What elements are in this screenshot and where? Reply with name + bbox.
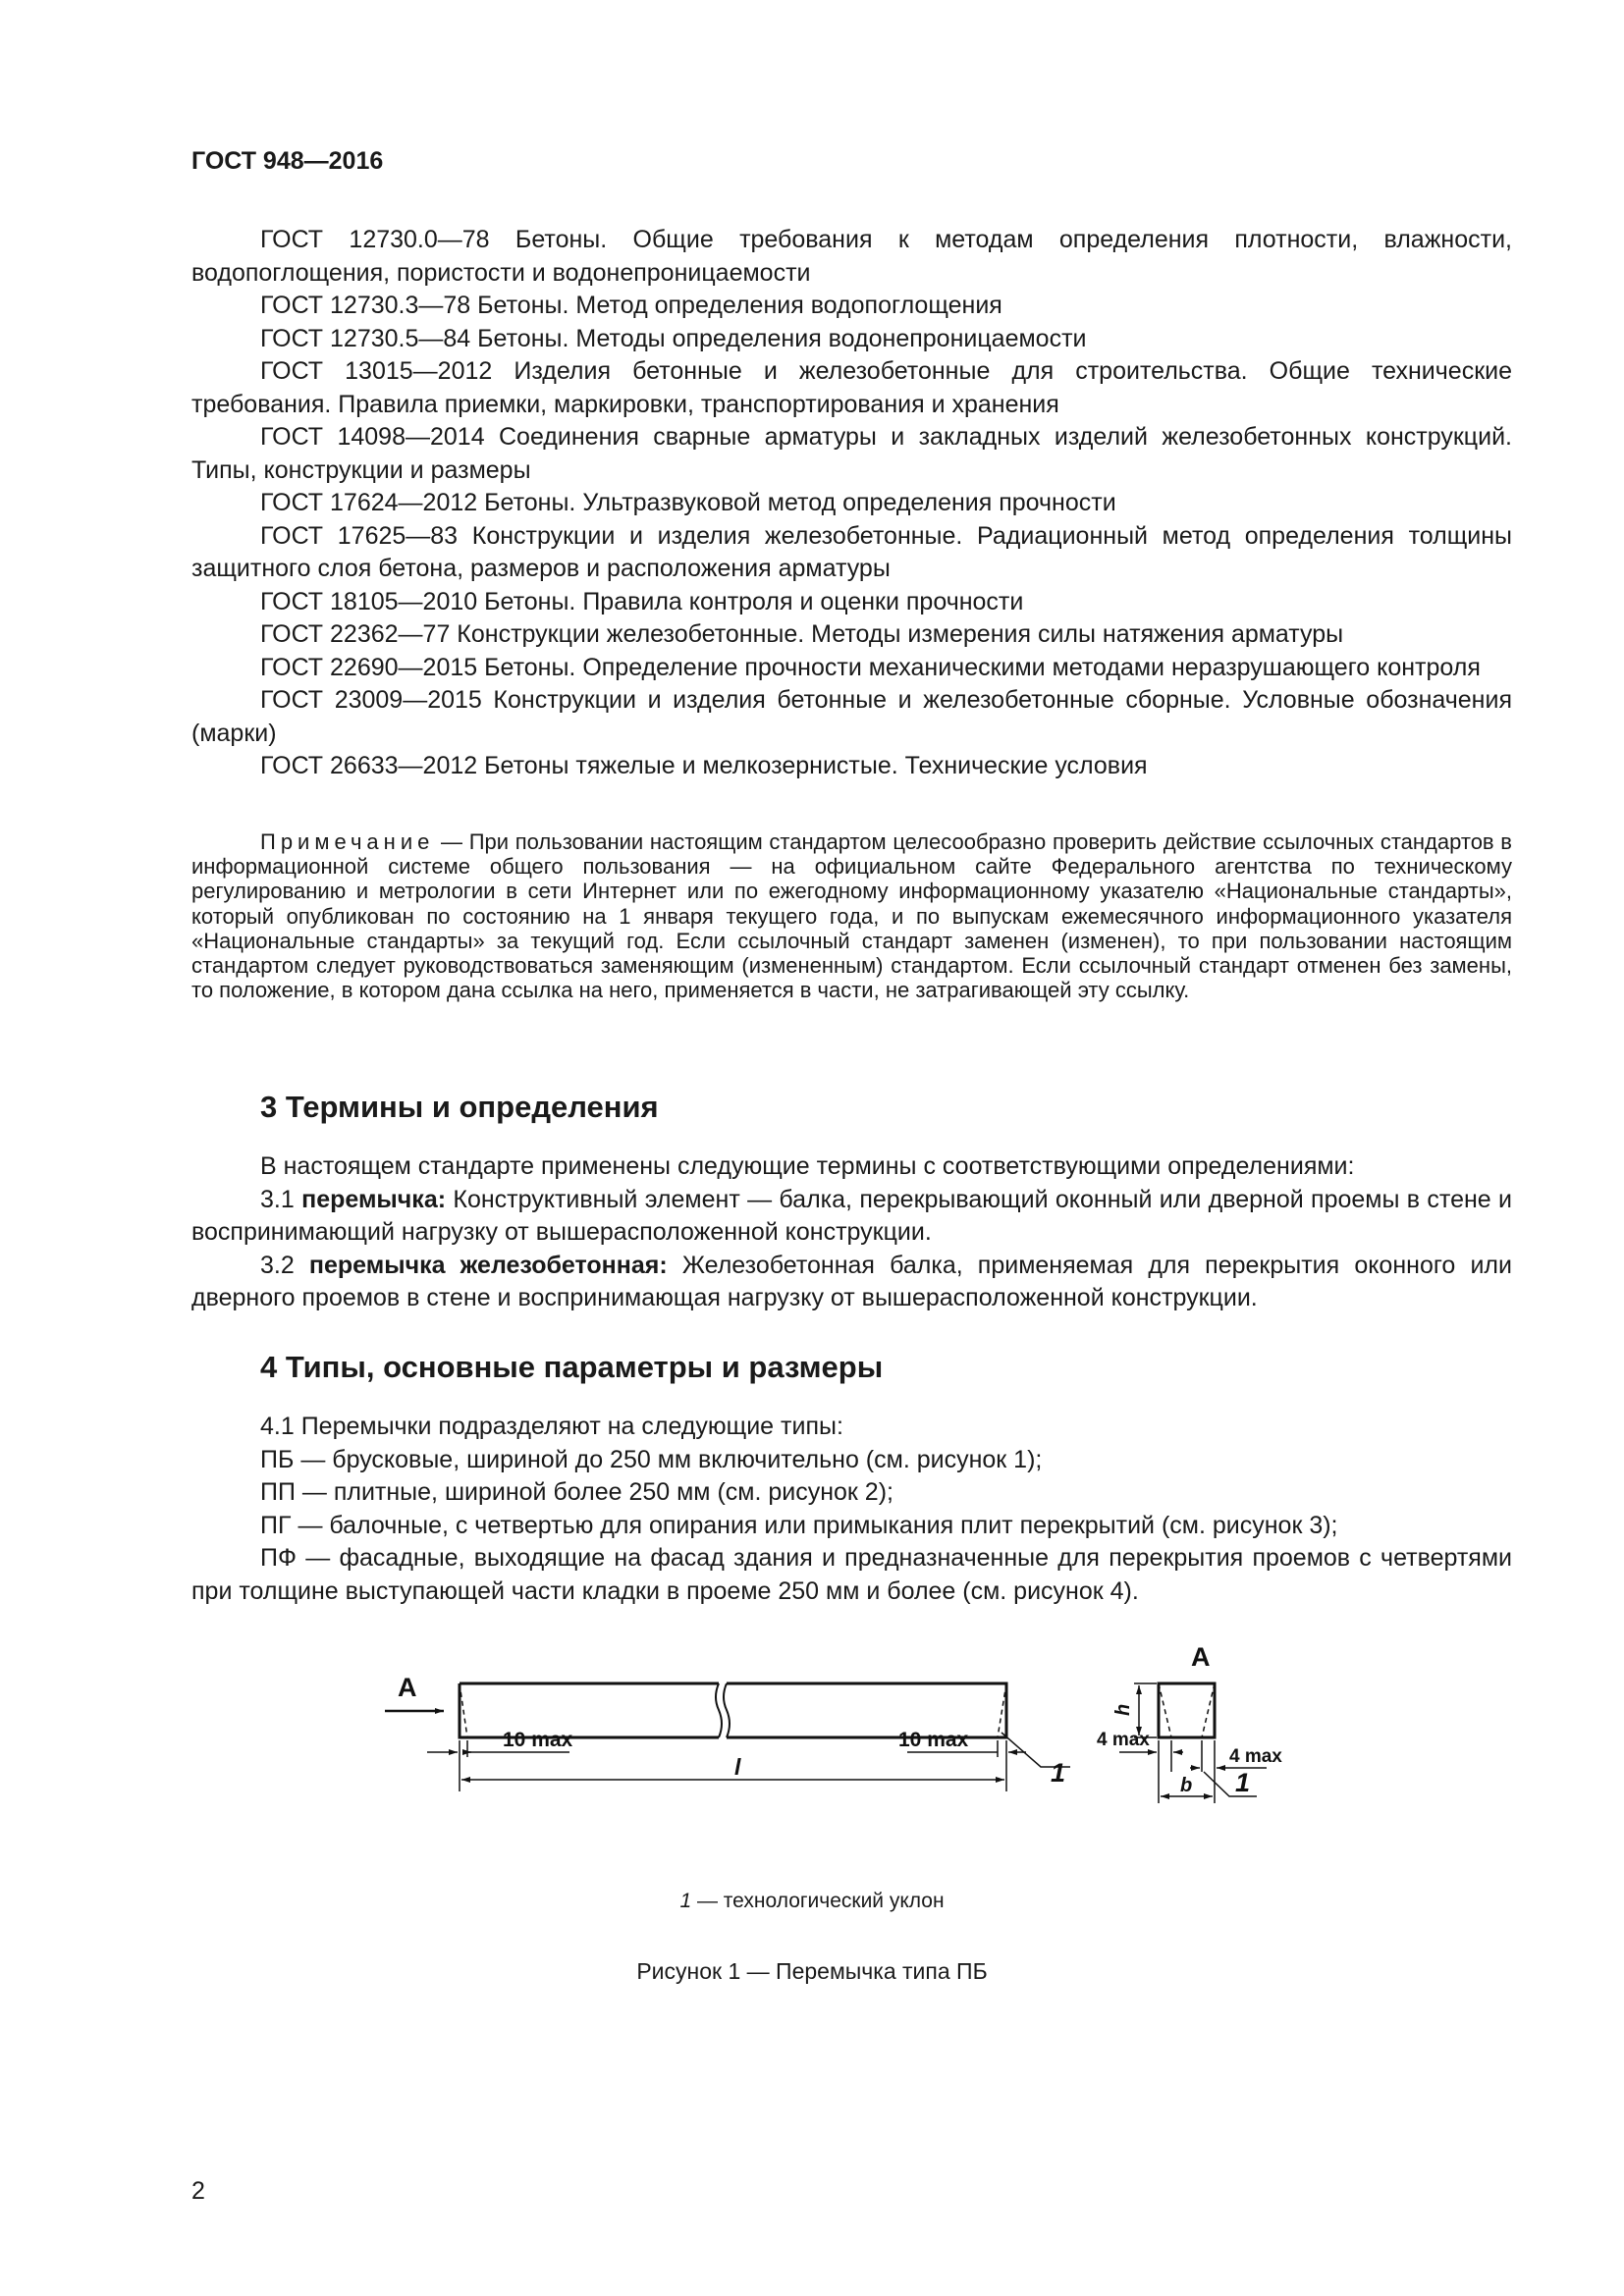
figure-legend (0, 1890, 1624, 1913)
reference-item: ГОСТ 14098—2014 Соединения сварные арматуры и закладных изделий железобетонных конструкций. Типы, конструкции и размеры (191, 423, 1512, 484)
legend-number: 1 (679, 1890, 692, 1912)
section-4-item: ПБ — брусковые, шириной до 250 мм включительно (см. рисунок 1); (260, 1445, 1043, 1473)
section-4-item: ПГ — балочные, с четвертью для опирания или примыкания плит перекрытий (см. рисунок 3); (260, 1511, 1338, 1539)
section-4-title: 4 Типы, основные параметры и размеры (260, 1350, 884, 1384)
dim-width-label: b (1180, 1775, 1193, 1796)
dim-left-label: 10 max (503, 1729, 573, 1751)
note-paragraph (191, 829, 1512, 1002)
term-definition: Конструктивный элемент — балка, перекрывающий оконный или дверной проемы в стене и воспринимающий нагрузку от вышерасположенной конструкции. (191, 1185, 1512, 1246)
reference-item: ГОСТ 12730.0—78 Бетоны. Общие требования к методам определения плотности, влажности, водопоглощения, пористости и водонепроницаемости (191, 226, 1512, 287)
view-arrow-label: А (398, 1673, 417, 1702)
reference-item: ГОСТ 22690—2015 Бетоны. Определение прочности механическими методами неразрушающего контроля (260, 653, 1481, 681)
dim-height-label: h (1112, 1703, 1134, 1716)
term-3-1 (191, 1184, 1512, 1250)
reference-item: ГОСТ 23009—2015 Конструкции и изделия бетонные и железобетонные сборные. Условные обозначения (марки) (191, 686, 1512, 747)
section-3-intro: В настоящем стандарте применены следующие термины с соответствующими определениями: (260, 1152, 1355, 1180)
reference-item: ГОСТ 18105—2010 Бетоны. Правила контроля и оценки прочности (260, 587, 1024, 615)
term-3-2 (191, 1250, 1512, 1315)
reference-item: ГОСТ 12730.5—84 Бетоны. Методы определения водонепроницаемости (260, 324, 1087, 352)
note-text: — При пользовании настоящим стандартом целесообразно проверить действие ссылочных стандартов в информационной системе общего пользования — на официальном сайте Федерального агентства по техническому регулированию и метрологии в сети Интернет или по ежегодному информационному указателю «Национальные стандарты», который опубликован по состоянию на 1 января текущего года, и по выпускам ежемесячного информационного указателя «Национальные стандарты» за текущий год. Если ссылочный стандарт заменен (изменен), то при пользовании настоящим стандартом следует руководствоваться заменяющим (измененным) стандартом. Если ссылочный стандарт отменен без замены, то положение, в котором дана ссылка на него, применяется в части, не затрагивающей эту ссылку. (191, 829, 1512, 1003)
reference-item: ГОСТ 22362—77 Конструкции железобетонные. Методы измерения силы натяжения арматуры (260, 620, 1344, 648)
reference-item: ГОСТ 13015—2012 Изделия бетонные и железобетонные для строительства. Общие технические требования. Правила приемки, маркировки, транспортирования и хранения (191, 357, 1512, 418)
callout-section-1: 1 (1235, 1768, 1251, 1797)
section-3-title: 3 Термины и определения (260, 1090, 659, 1124)
dim-length-label: l (734, 1754, 741, 1780)
section-4-body (191, 1411, 1512, 1608)
document-header: ГОСТ 948—2016 (191, 147, 384, 175)
section-4-item: 4.1 Перемычки подразделяют на следующие типы: (260, 1413, 843, 1440)
section-view-label: А (1191, 1642, 1211, 1672)
section-3-body (191, 1150, 1512, 1315)
reference-item: ГОСТ 17625—83 Конструкции и изделия железобетонные. Радиационный метод определения толщины защитного слоя бетона, размеров и расположения арматуры (191, 521, 1512, 582)
beam-cross-section (1159, 1683, 1215, 1737)
dim-right-label: 10 max (898, 1729, 969, 1751)
normative-references (191, 224, 1512, 783)
term-name: перемычка: (301, 1185, 447, 1213)
figure-caption: Рисунок 1 — Перемычка типа ПБ (636, 1958, 988, 1984)
callout-1: 1 (1051, 1758, 1066, 1788)
dim-4max-left-label: 4 max (1097, 1730, 1150, 1750)
reference-item: ГОСТ 26633—2012 Бетоны тяжелые и мелкозернистые. Технические условия (260, 752, 1148, 779)
page-number: 2 (191, 2177, 205, 2205)
references-note (191, 829, 1512, 1002)
figure-1-drawing (373, 1634, 1335, 1870)
term-definition: Железобетонная балка, применяемая для перекрытия оконного или дверного проемов в стене и воспринимающая нагрузку от вышерасположенной конструкции. (191, 1251, 1512, 1311)
term-name: перемычка железобетонная: (308, 1251, 668, 1279)
reference-item: ГОСТ 17624—2012 Бетоны. Ультразвуковой метод определения прочности (260, 489, 1116, 516)
legend-text: — технологический уклон (691, 1890, 945, 1912)
term-number: 3.2 (260, 1251, 309, 1279)
section-4-item: ПП — плитные, шириной более 250 мм (см. рисунок 2); (260, 1478, 893, 1506)
reference-item: ГОСТ 12730.3—78 Бетоны. Метод определения водопоглощения (260, 292, 1002, 319)
term-number: 3.1 (260, 1185, 302, 1213)
dim-4max-right-label: 4 max (1229, 1746, 1282, 1767)
note-label: Примечание (260, 829, 435, 854)
section-4-item: ПФ — фасадные, выходящие на фасад здания и предназначенные для перекрытия проемов с четвертями при толщине выступающей части кладки в проеме 250 мм и более (см. рисунок 4). (191, 1544, 1512, 1605)
